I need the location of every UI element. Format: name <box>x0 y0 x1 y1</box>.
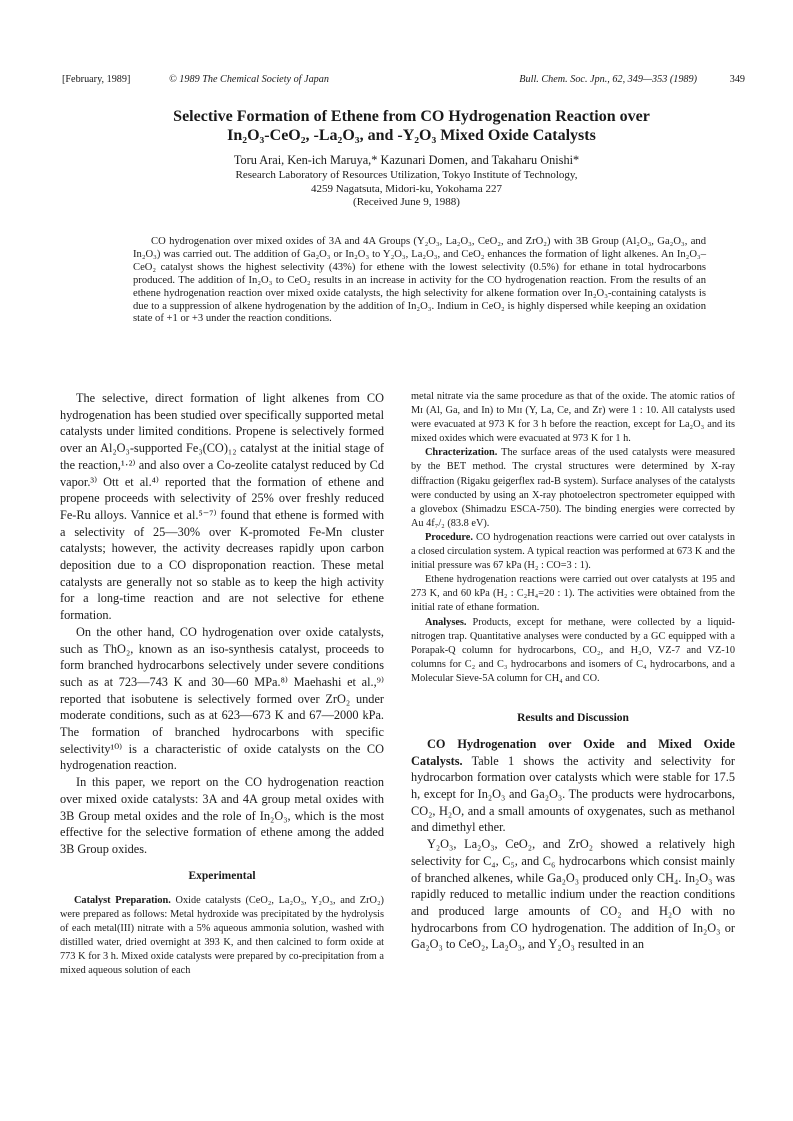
affiliation-line-2: 4259 Nagatsuta, Midori-ku, Yokohama 227 <box>311 182 502 195</box>
author-list: Toru Arai, Ken-ich Maruya,* Kazunari Domen, and Takaharu Onishi* <box>233 153 580 167</box>
introduction <box>60 390 384 858</box>
journal-citation: Bull. Chem. Soc. Jpn., 62, 349—353 (1989) <box>519 74 697 85</box>
results-paragraph: Y₂O₃, La₂O₃, CeO₂, and ZrO₂ showed a relatively high selectivity for C₄, C₅, and C₆ hydrocarbons which consist mainly of branched alkenes, while Ga₂O₃ produced only CH₄. In₂O₃ was rapidly reduced to metallic indium under the reaction conditions and produced large amounts of CO₂ and H₂O with no hydrocarbons from CO hydrogenation. The addition of In₂O₃ or Ga₂O₃ to CeO₂, La₂O₃, and Y₂O₃ resulted in an <box>411 837 735 952</box>
issue-date: [February, 1989] <box>62 74 131 85</box>
intro-paragraph: The selective, direct formation of light alkenes from CO hydrogenation has been studied over specifically supported metal catalysts under limited conditions. Propene is selectively formed over an Al₂O₃-supported Fe₃(CO)₁₂ catalyst at the initial stage of the reaction,¹·²⁾ and also over a Co-zeolite catalyst reduced by Cd vapor.³⁾ Ott et al.⁴⁾ reported that the formation of ethene and propene proceeds with selectivity of 25% over freshly reduced Fe-Ru alloys. Vannice et al.⁵⁻⁷⁾ found that ethene is formed with a selectivity of 25—30% over K-promoted Fe-Mn cluster catalysts; however, the activity decreases rapidly upon carbon deposition due to a CO disproponation reaction. These metal catalysts are generally not so stable as to keep the high activity for a long-time reaction and are not selective for ethene formation. <box>60 391 384 623</box>
paragraph-text: Products, except for methane, were collected by a liquid-nitrogen trap. Quantitative analyses were conducted by a GC equipped with a Porapak-Q column for hydrocarbons, CO₂, and H₂O, VZ-7 and VZ-10 columns for C₂ and C₃ hydrocarbons and isomers of C₄ hydrocarbons, and a Molecular Sieve-5A column for CH₄ and CO. <box>411 616 735 684</box>
characterization-paragraph <box>411 446 735 531</box>
subsection-heading: CO Hydrogenation over Oxide and Mixed Oxide Catalysts. <box>411 736 735 768</box>
abstract-text: CO hydrogenation over mixed oxides of 3A and 4A Groups (Y₂O₃, La₂O₃, CeO₂, and ZrO₂) with 3B Group (Al₂O₃, Ga₂O₃, and In₂O₃) was carried out. The addition of Ga₂O₃ or In₂O₃ to Y₂O₃, La₂O₃, and CeO₂ enhances the formation of light alkenes. An In₂O₃–CeO₂ catalyst shows the highest selectivity (43%) for ethene with the lowest selectivity (0.5%) for ethane in total hydrocarbons produced. The addition of In₂O₃ to CeO₂ results in an increase in activity for the CO hydrogenation reaction. From the results of an ethene hydrogenation reaction over mixed oxide catalysts, the high selectivity for alkene formation over In₂O₃-containing catalysts is due to a suppression of alkene hydrogenation by the addition of In₂O₃. Indium in CeO₂ is highly dispersed while keeping an oxidation state of +1 or +3 under the reaction conditions. <box>133 236 706 325</box>
right-column <box>411 390 735 953</box>
subsection-heading: Analyses. <box>425 616 467 628</box>
title-line-2: In₂O₃-CeO₂, -La₂O₃, and -Y₂O₃ Mixed Oxide Catalysts <box>227 127 596 144</box>
ethene-hydrogenation-paragraph: Ethene hydrogenation reactions were carried out over catalysts at 195 and 273 K, and 60 kPa (H₂ : C₂H₄=20 : 1). The activities were obtained from the initial rate of ethane formation. <box>411 574 735 614</box>
paragraph-text: The surface areas of the used catalysts were measured by the BET method. The crystal structures were determined by X-ray diffraction (Rigaku geigerflex rad-B system). Surface analyses of the catalysts were conducted by using an X-ray photoelectron spectrometer equipped with a glovebox (Shimadzu ESCA-750). The binding energies were corrected by Au 4f₇/₂ (83.8 eV). <box>411 447 735 529</box>
affiliation-line-1: Research Laboratory of Resources Utilization, Tokyo Institute of Technology, <box>235 169 578 181</box>
section-heading-results: Results and Discussion <box>517 711 629 724</box>
continued-paragraph: metal nitrate via the same procedure as that of the oxide. The atomic ratios of Mɪ (Al, Ga, and In) to Mɪɪ (Y, La, Ce, and Zr) were 1 : 10. All catalysts used were evacuated at 973 K for 3 h before the reaction, except for La₂O₃ and its mixed oxides which were evacuated at 973 K for 1 h. <box>411 391 735 445</box>
intro-paragraph: In this paper, we report on the CO hydrogenation reaction over mixed oxide catalysts: 3A and 4A group metal oxides with 3B Group metal oxides and the role of In₂O₃, which is the most effective for the selective formation of ethene among the added 3B Group oxides. <box>60 775 384 856</box>
paragraph-text: CO hydrogenation reactions were carried out over catalysts in a closed circulation system. A typical reaction was performed at 673 K and the initial pressure was 67 kPa (H₂ : CO=3 : 1). <box>411 531 735 572</box>
subsection-heading: Chracterization. <box>425 447 498 459</box>
affiliation <box>60 169 753 210</box>
paper-title <box>70 107 753 145</box>
paragraph-text: Table 1 shows the activity and selectivity for hydrocarbon formation over catalysts which were stable for 17.5 h, except for In₂O₃ and Ga₂O₃. The products were hydrocarbons, CO₂, H₂O, and a small amounts of oxygenates, such as methanol and dimethyl ether. <box>411 753 735 835</box>
catalyst-preparation-paragraph <box>60 894 384 979</box>
page-number: 349 <box>729 74 745 85</box>
paragraph-text: Oxide catalysts (CeO₂, La₂O₃, Y₂O₃, and ZrO₂) were prepared as follows: Metal hydroxide was precipitated by the hydrolysis of each metal(III) nitrate with a 5% aqueous ammonia solution, washed with distilled water, dried overnight at 393 K, and then calcined to form oxide at 773 K for 3 h. Mixed oxide catalysts were prepared by co-precipitation from a mixed aqueous solution of each <box>60 894 384 977</box>
results-section <box>411 736 735 953</box>
analyses-paragraph <box>411 616 735 686</box>
subsection-heading: Catalyst Preparation. <box>74 894 171 906</box>
running-header <box>62 74 745 85</box>
copyright-notice: © 1989 The Chemical Society of Japan <box>169 74 329 85</box>
subsection-heading: Procedure. <box>425 531 473 543</box>
received-date: (Received June 9, 1988) <box>353 196 460 209</box>
intro-paragraph: On the other hand, CO hydrogenation over oxide catalysts, such as ThO₂, known as an iso-synthesis catalyst, proceeds to form branched hydrocarbons selectively under severe conditions such as at 723—743 K and 30—60 MPa.⁸⁾ Maehashi et al.,⁹⁾ reported that isobutene is selectively formed over ZrO₂ under moderate conditions, such as at 623—673 K and 67—2000 kPa. The formation of branched hydrocarbons with specific selectivity¹⁰⁾ is a characteristic of oxide catalysts on the CO hydrogenation reaction. <box>60 624 384 773</box>
abstract <box>133 236 706 326</box>
left-column <box>60 390 384 978</box>
procedure-paragraph <box>411 531 735 573</box>
experimental-section <box>60 894 384 979</box>
results-paragraph <box>411 736 735 836</box>
title-line-1: Selective Formation of Ethene from CO Hydrogenation Reaction over <box>173 108 650 125</box>
section-heading-experimental: Experimental <box>188 869 256 882</box>
experimental-continued <box>411 390 735 686</box>
